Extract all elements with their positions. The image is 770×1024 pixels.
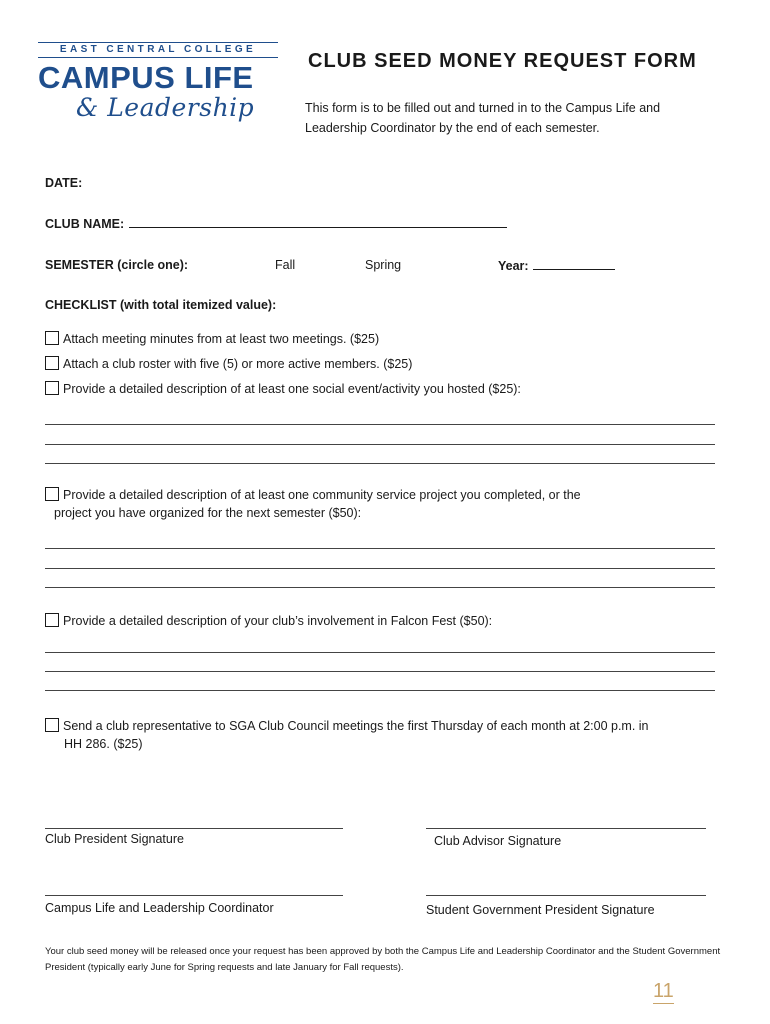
answer-line[interactable] — [45, 690, 715, 691]
answer-line[interactable] — [45, 587, 715, 588]
president-signature-label: Club President Signature — [45, 832, 184, 846]
checklist-item-continued: project you have organized for the next semester ($50): — [54, 506, 362, 520]
checklist-item-label: Provide a detailed description of at least one social event/activity you hosted ($25): — [63, 382, 521, 396]
form-intro: This form is to be filled out and turned in to the Campus Life and Leadership Coordinator by the end of each semester. — [305, 101, 661, 135]
answer-line[interactable] — [45, 548, 715, 549]
logo-college-name: EAST CENTRAL COLLEGE — [59, 44, 257, 55]
checklist-item-roster — [45, 356, 412, 371]
year-row — [498, 257, 615, 275]
year-label: Year: — [498, 259, 529, 273]
answer-line[interactable] — [45, 568, 715, 569]
form-title: CLUB SEED MONEY REQUEST FORM — [308, 50, 697, 72]
semester-option-fall[interactable]: Fall — [275, 258, 296, 272]
checklist-item-minutes — [45, 331, 379, 346]
checklist-item-continued: HH 286. ($25) — [64, 737, 143, 751]
advisor-signature-label: Club Advisor Signature — [434, 834, 562, 848]
checklist-item-label: Send a club representative to SGA Club Council meetings the first Thursday of each month at 2:00 p.m. in — [63, 719, 649, 733]
advisor-signature-line[interactable] — [426, 828, 706, 829]
coordinator-signature-line[interactable] — [45, 895, 343, 896]
semester-label: SEMESTER (circle one): — [45, 258, 189, 272]
semester-option-spring[interactable]: Spring — [365, 258, 402, 272]
checkbox-community-service[interactable] — [45, 487, 59, 501]
checklist-item-label: Provide a detailed description of at least one community service project you completed, or the — [63, 488, 581, 502]
page-number: 11 — [653, 980, 674, 1002]
date-label: DATE: — [45, 176, 83, 190]
checklist-item-label: Attach a club roster with five (5) or more active members. ($25) — [63, 357, 413, 371]
checklist-item-social-event — [45, 381, 521, 396]
answer-line[interactable] — [45, 463, 715, 464]
checklist-item-community-service — [45, 487, 581, 502]
sga-signature-label: Student Government President Signature — [426, 903, 655, 917]
answer-line[interactable] — [45, 444, 715, 445]
logo-rule-bottom — [38, 57, 278, 58]
logo-rule-top — [38, 42, 278, 43]
checklist-item-sga-council — [45, 718, 649, 733]
year-field[interactable] — [533, 257, 615, 270]
checklist-item-falcon-fest — [45, 613, 492, 628]
answer-line[interactable] — [45, 424, 715, 425]
checkbox-roster[interactable] — [45, 356, 59, 370]
president-signature-line[interactable] — [45, 828, 343, 829]
club-name-label: CLUB NAME: — [45, 217, 125, 231]
club-name-field[interactable] — [129, 215, 507, 228]
checkbox-falcon-fest[interactable] — [45, 613, 59, 627]
answer-line[interactable] — [45, 671, 715, 672]
checklist-item-label: Attach meeting minutes from at least two meetings. ($25) — [63, 332, 380, 346]
coordinator-signature-label: Campus Life and Leadership Coordinator — [45, 901, 274, 915]
logo-campus-life: CAMPUS LIFE — [38, 60, 254, 95]
footer-note: Your club seed money will be released once your request has been approved by both the Campus Life and Leadership Coordinator and the Student Government President (typically early June for Spring requests and late January for Fall requests). — [45, 946, 721, 973]
checklist-item-label: Provide a detailed description of your club’s involvement in Falcon Fest ($50): — [63, 614, 493, 628]
sga-signature-line[interactable] — [426, 895, 706, 896]
checkbox-sga-council[interactable] — [45, 718, 59, 732]
logo-leadership: & Leadership — [76, 93, 255, 122]
checkbox-social-event[interactable] — [45, 381, 59, 395]
answer-line[interactable] — [45, 652, 715, 653]
checklist-heading: CHECKLIST (with total itemized value): — [45, 298, 277, 312]
checkbox-minutes[interactable] — [45, 331, 59, 345]
club-name-row — [45, 215, 507, 233]
